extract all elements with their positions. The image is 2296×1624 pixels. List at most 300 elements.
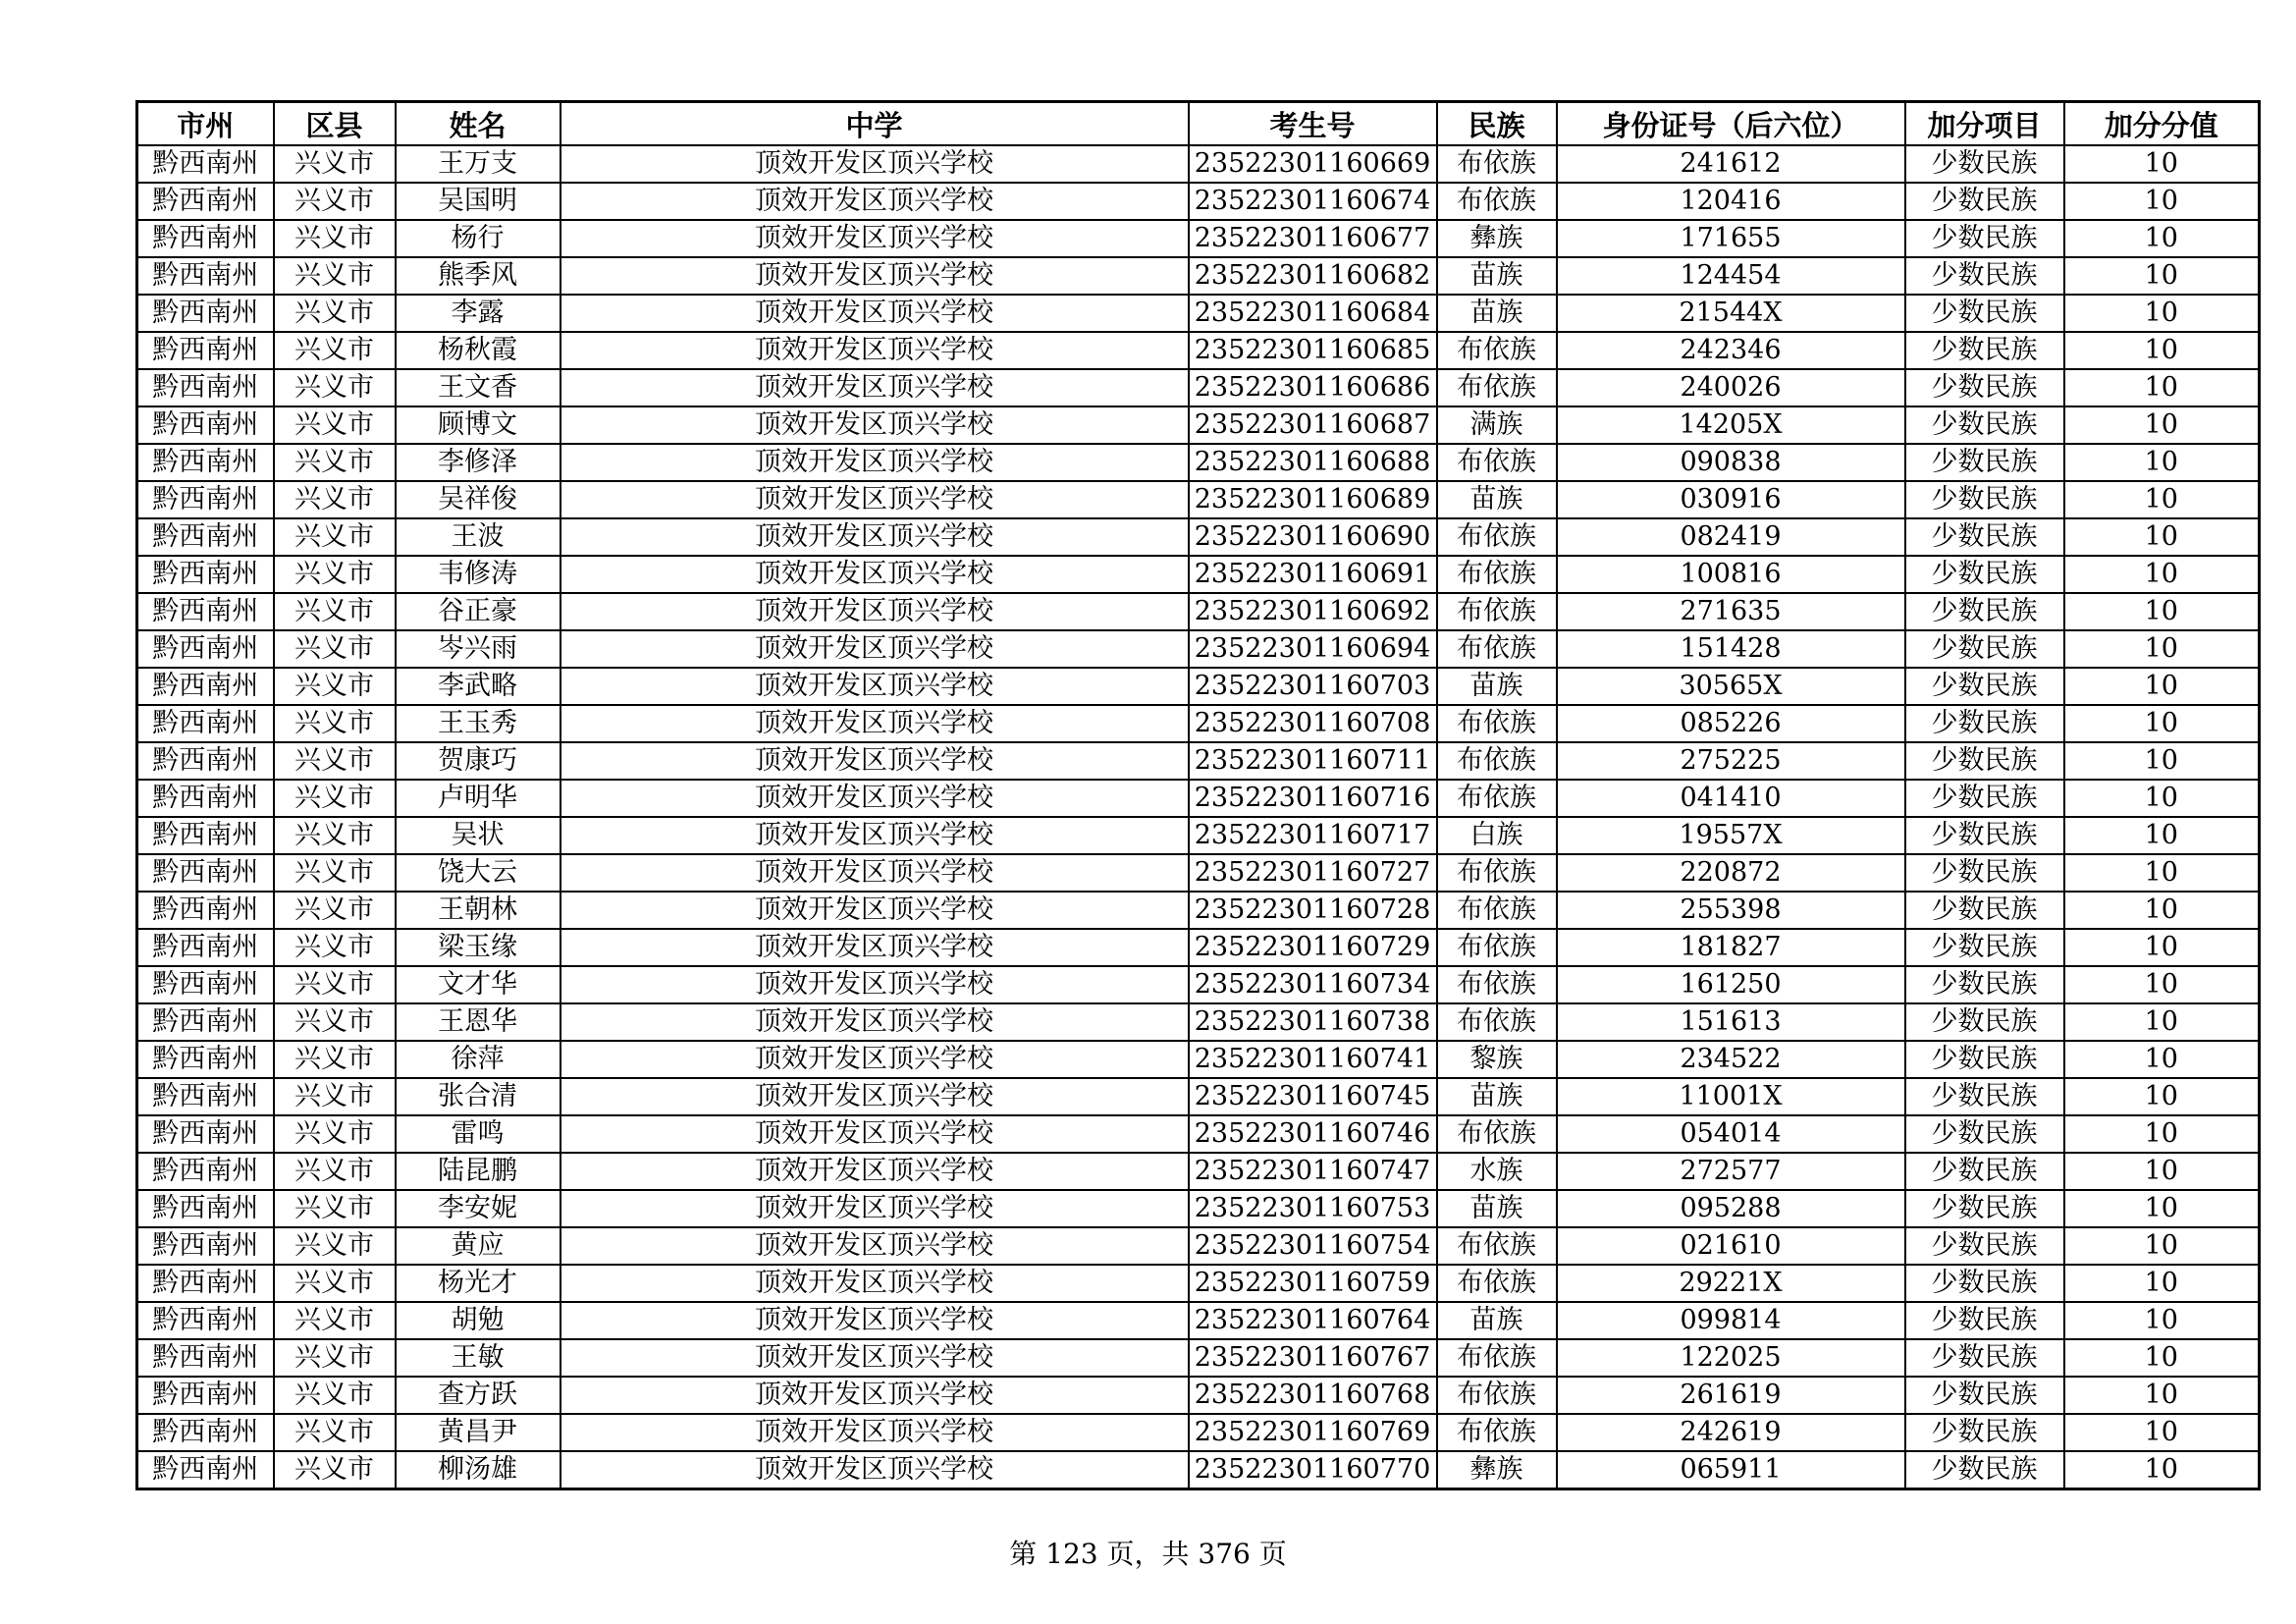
cell-ethnicity: 布依族 [1437,705,1557,742]
cell-school: 顶效开发区顶兴学校 [561,742,1189,780]
cell-id-last-six: 261619 [1557,1377,1905,1414]
cell-ethnicity: 布依族 [1437,593,1557,630]
cell-name: 梁玉缘 [396,929,561,966]
cell-name: 李安妮 [396,1190,561,1227]
header-row [137,102,2260,146]
cell-bonus-item: 少数民族 [1905,742,2064,780]
cell-bonus-item: 少数民族 [1905,593,2064,630]
cell-id-last-six: 054014 [1557,1115,1905,1153]
cell-city-prefecture: 黔西南州 [137,593,274,630]
cell-id-last-six: 242619 [1557,1414,1905,1451]
cell-city-prefecture: 黔西南州 [137,1227,274,1265]
cell-school: 顶效开发区顶兴学校 [561,892,1189,929]
cell-bonus-points: 10 [2064,1302,2260,1339]
cell-ethnicity: 布依族 [1437,1265,1557,1302]
cell-city-prefecture: 黔西南州 [137,929,274,966]
cell-ethnicity: 白族 [1437,817,1557,854]
cell-exam-number: 23522301160690 [1189,518,1437,556]
cell-city-prefecture: 黔西南州 [137,1377,274,1414]
cell-school: 顶效开发区顶兴学校 [561,145,1189,183]
cell-name: 王敏 [396,1339,561,1377]
cell-county: 兴义市 [274,1227,396,1265]
cell-id-last-six: 065911 [1557,1451,1905,1489]
cell-id-last-six: 242346 [1557,332,1905,369]
cell-id-last-six: 271635 [1557,593,1905,630]
table-row [137,593,2260,630]
table-row [137,556,2260,593]
cell-bonus-points: 10 [2064,742,2260,780]
roster-table [135,100,2261,1490]
cell-id-last-six: 124454 [1557,257,1905,295]
header-ethnicity: 民族 [1437,102,1557,146]
cell-school: 顶效开发区顶兴学校 [561,518,1189,556]
cell-county: 兴义市 [274,183,396,220]
cell-id-last-six: 220872 [1557,854,1905,892]
cell-name: 王朝林 [396,892,561,929]
cell-bonus-points: 10 [2064,1115,2260,1153]
cell-exam-number: 23522301160769 [1189,1414,1437,1451]
cell-name: 熊季风 [396,257,561,295]
cell-bonus-points: 10 [2064,518,2260,556]
cell-ethnicity: 苗族 [1437,1302,1557,1339]
cell-bonus-item: 少数民族 [1905,481,2064,518]
cell-city-prefecture: 黔西南州 [137,1153,274,1190]
header-exam-number: 考生号 [1189,102,1437,146]
cell-bonus-points: 10 [2064,1265,2260,1302]
cell-bonus-item: 少数民族 [1905,1078,2064,1115]
cell-bonus-item: 少数民族 [1905,1414,2064,1451]
cell-county: 兴义市 [274,1115,396,1153]
cell-bonus-points: 10 [2064,332,2260,369]
cell-exam-number: 23522301160745 [1189,1078,1437,1115]
cell-city-prefecture: 黔西南州 [137,1190,274,1227]
cell-county: 兴义市 [274,406,396,444]
cell-city-prefecture: 黔西南州 [137,145,274,183]
cell-id-last-six: 181827 [1557,929,1905,966]
cell-county: 兴义市 [274,668,396,705]
cell-bonus-item: 少数民族 [1905,1003,2064,1041]
cell-name: 文才华 [396,966,561,1003]
cell-name: 李修泽 [396,444,561,481]
cell-exam-number: 23522301160703 [1189,668,1437,705]
table-row [137,257,2260,295]
cell-name: 杨光才 [396,1265,561,1302]
cell-county: 兴义市 [274,295,396,332]
cell-name: 张合清 [396,1078,561,1115]
cell-school: 顶效开发区顶兴学校 [561,593,1189,630]
cell-exam-number: 23522301160692 [1189,593,1437,630]
cell-county: 兴义市 [274,1302,396,1339]
header-name: 姓名 [396,102,561,146]
cell-bonus-item: 少数民族 [1905,518,2064,556]
cell-name: 王万支 [396,145,561,183]
cell-id-last-six: 29221X [1557,1265,1905,1302]
cell-school: 顶效开发区顶兴学校 [561,295,1189,332]
cell-school: 顶效开发区顶兴学校 [561,780,1189,817]
cell-exam-number: 23522301160728 [1189,892,1437,929]
header-id-last-six: 身份证号（后六位） [1557,102,1905,146]
cell-bonus-points: 10 [2064,295,2260,332]
cell-bonus-item: 少数民族 [1905,1153,2064,1190]
cell-name: 杨秋霞 [396,332,561,369]
cell-name: 王玉秀 [396,705,561,742]
cell-exam-number: 23522301160686 [1189,369,1437,406]
cell-city-prefecture: 黔西南州 [137,780,274,817]
cell-bonus-points: 10 [2064,556,2260,593]
table-row [137,145,2260,183]
table-header [137,102,2260,146]
table-row [137,1339,2260,1377]
cell-exam-number: 23522301160682 [1189,257,1437,295]
cell-bonus-points: 10 [2064,183,2260,220]
cell-id-last-six: 021610 [1557,1227,1905,1265]
cell-ethnicity: 布依族 [1437,145,1557,183]
cell-name: 韦修涛 [396,556,561,593]
cell-exam-number: 23522301160753 [1189,1190,1437,1227]
cell-name: 谷正豪 [396,593,561,630]
cell-name: 王文香 [396,369,561,406]
cell-county: 兴义市 [274,929,396,966]
cell-county: 兴义市 [274,257,396,295]
cell-bonus-item: 少数民族 [1905,556,2064,593]
cell-school: 顶效开发区顶兴学校 [561,1377,1189,1414]
cell-ethnicity: 布依族 [1437,854,1557,892]
cell-bonus-points: 10 [2064,668,2260,705]
cell-ethnicity: 布依族 [1437,892,1557,929]
cell-ethnicity: 布依族 [1437,369,1557,406]
cell-ethnicity: 布依族 [1437,780,1557,817]
cell-county: 兴义市 [274,742,396,780]
cell-bonus-item: 少数民族 [1905,220,2064,257]
table-row [137,220,2260,257]
cell-city-prefecture: 黔西南州 [137,257,274,295]
cell-county: 兴义市 [274,593,396,630]
cell-bonus-points: 10 [2064,966,2260,1003]
cell-id-last-six: 100816 [1557,556,1905,593]
cell-city-prefecture: 黔西南州 [137,1115,274,1153]
cell-ethnicity: 苗族 [1437,257,1557,295]
cell-name: 岑兴雨 [396,630,561,668]
cell-school: 顶效开发区顶兴学校 [561,1451,1189,1489]
cell-bonus-points: 10 [2064,481,2260,518]
table-row [137,668,2260,705]
header-county: 区县 [274,102,396,146]
cell-bonus-points: 10 [2064,630,2260,668]
cell-name: 徐萍 [396,1041,561,1078]
cell-id-last-six: 161250 [1557,966,1905,1003]
cell-school: 顶效开发区顶兴学校 [561,257,1189,295]
cell-name: 饶大云 [396,854,561,892]
table-row [137,929,2260,966]
cell-bonus-points: 10 [2064,145,2260,183]
cell-exam-number: 23522301160747 [1189,1153,1437,1190]
cell-county: 兴义市 [274,518,396,556]
cell-name: 王波 [396,518,561,556]
cell-county: 兴义市 [274,705,396,742]
cell-city-prefecture: 黔西南州 [137,1302,274,1339]
header-city-prefecture: 市州 [137,102,274,146]
table-row [137,892,2260,929]
cell-id-last-six: 090838 [1557,444,1905,481]
cell-name: 王恩华 [396,1003,561,1041]
cell-name: 李武略 [396,668,561,705]
cell-bonus-item: 少数民族 [1905,929,2064,966]
cell-ethnicity: 布依族 [1437,1377,1557,1414]
cell-bonus-points: 10 [2064,929,2260,966]
cell-county: 兴义市 [274,1377,396,1414]
cell-exam-number: 23522301160734 [1189,966,1437,1003]
cell-school: 顶效开发区顶兴学校 [561,556,1189,593]
table-row [137,444,2260,481]
cell-name: 黄应 [396,1227,561,1265]
cell-ethnicity: 布依族 [1437,966,1557,1003]
header-school: 中学 [561,102,1189,146]
cell-county: 兴义市 [274,854,396,892]
cell-exam-number: 23522301160685 [1189,332,1437,369]
cell-bonus-points: 10 [2064,593,2260,630]
cell-county: 兴义市 [274,332,396,369]
cell-id-last-six: 122025 [1557,1339,1905,1377]
cell-bonus-item: 少数民族 [1905,183,2064,220]
cell-county: 兴义市 [274,220,396,257]
cell-bonus-points: 10 [2064,444,2260,481]
cell-ethnicity: 彝族 [1437,220,1557,257]
cell-ethnicity: 布依族 [1437,1115,1557,1153]
cell-school: 顶效开发区顶兴学校 [561,1041,1189,1078]
cell-ethnicity: 满族 [1437,406,1557,444]
cell-school: 顶效开发区顶兴学校 [561,929,1189,966]
cell-name: 贺康巧 [396,742,561,780]
table-row [137,817,2260,854]
cell-bonus-points: 10 [2064,817,2260,854]
cell-bonus-points: 10 [2064,406,2260,444]
cell-school: 顶效开发区顶兴学校 [561,854,1189,892]
cell-school: 顶效开发区顶兴学校 [561,668,1189,705]
cell-city-prefecture: 黔西南州 [137,1041,274,1078]
table-row [137,1078,2260,1115]
cell-bonus-points: 10 [2064,1078,2260,1115]
cell-exam-number: 23522301160691 [1189,556,1437,593]
cell-bonus-item: 少数民族 [1905,369,2064,406]
cell-school: 顶效开发区顶兴学校 [561,1265,1189,1302]
table-row [137,1414,2260,1451]
cell-name: 胡勉 [396,1302,561,1339]
cell-city-prefecture: 黔西南州 [137,1265,274,1302]
cell-school: 顶效开发区顶兴学校 [561,1078,1189,1115]
cell-school: 顶效开发区顶兴学校 [561,481,1189,518]
cell-county: 兴义市 [274,780,396,817]
cell-city-prefecture: 黔西南州 [137,1339,274,1377]
cell-exam-number: 23522301160741 [1189,1041,1437,1078]
cell-ethnicity: 苗族 [1437,481,1557,518]
cell-city-prefecture: 黔西南州 [137,369,274,406]
cell-school: 顶效开发区顶兴学校 [561,1190,1189,1227]
cell-school: 顶效开发区顶兴学校 [561,183,1189,220]
cell-bonus-points: 10 [2064,1377,2260,1414]
cell-school: 顶效开发区顶兴学校 [561,1003,1189,1041]
cell-county: 兴义市 [274,1451,396,1489]
cell-exam-number: 23522301160754 [1189,1227,1437,1265]
cell-city-prefecture: 黔西南州 [137,1078,274,1115]
cell-id-last-six: 275225 [1557,742,1905,780]
cell-id-last-six: 099814 [1557,1302,1905,1339]
cell-name: 陆昆鹏 [396,1153,561,1190]
cell-id-last-six: 085226 [1557,705,1905,742]
cell-bonus-item: 少数民族 [1905,406,2064,444]
cell-exam-number: 23522301160770 [1189,1451,1437,1489]
cell-bonus-item: 少数民族 [1905,145,2064,183]
cell-city-prefecture: 黔西南州 [137,406,274,444]
cell-bonus-points: 10 [2064,1451,2260,1489]
cell-city-prefecture: 黔西南州 [137,892,274,929]
cell-city-prefecture: 黔西南州 [137,1451,274,1489]
cell-school: 顶效开发区顶兴学校 [561,369,1189,406]
cell-id-last-six: 21544X [1557,295,1905,332]
table-row [137,705,2260,742]
cell-exam-number: 23522301160717 [1189,817,1437,854]
cell-ethnicity: 布依族 [1437,444,1557,481]
cell-bonus-points: 10 [2064,369,2260,406]
cell-county: 兴义市 [274,1153,396,1190]
table-row [137,966,2260,1003]
cell-id-last-six: 151428 [1557,630,1905,668]
cell-school: 顶效开发区顶兴学校 [561,1414,1189,1451]
cell-bonus-item: 少数民族 [1905,630,2064,668]
cell-id-last-six: 11001X [1557,1078,1905,1115]
cell-ethnicity: 布依族 [1437,518,1557,556]
cell-exam-number: 23522301160669 [1189,145,1437,183]
table-row [137,369,2260,406]
cell-city-prefecture: 黔西南州 [137,556,274,593]
cell-bonus-points: 10 [2064,780,2260,817]
cell-bonus-item: 少数民族 [1905,1302,2064,1339]
cell-bonus-points: 10 [2064,892,2260,929]
cell-city-prefecture: 黔西南州 [137,183,274,220]
cell-school: 顶效开发区顶兴学校 [561,406,1189,444]
cell-bonus-item: 少数民族 [1905,966,2064,1003]
table-row [137,295,2260,332]
cell-county: 兴义市 [274,817,396,854]
cell-bonus-points: 10 [2064,1190,2260,1227]
cell-ethnicity: 布依族 [1437,556,1557,593]
table-row [137,1265,2260,1302]
cell-exam-number: 23522301160716 [1189,780,1437,817]
table-row [137,1190,2260,1227]
cell-county: 兴义市 [274,1265,396,1302]
cell-city-prefecture: 黔西南州 [137,518,274,556]
cell-ethnicity: 黎族 [1437,1041,1557,1078]
cell-exam-number: 23522301160746 [1189,1115,1437,1153]
table-row [137,630,2260,668]
table-row [137,1227,2260,1265]
cell-school: 顶效开发区顶兴学校 [561,817,1189,854]
cell-bonus-item: 少数民族 [1905,257,2064,295]
cell-bonus-item: 少数民族 [1905,892,2064,929]
cell-county: 兴义市 [274,630,396,668]
cell-city-prefecture: 黔西南州 [137,481,274,518]
cell-id-last-six: 30565X [1557,668,1905,705]
cell-ethnicity: 布依族 [1437,630,1557,668]
header-bonus-item: 加分项目 [1905,102,2064,146]
cell-city-prefecture: 黔西南州 [137,966,274,1003]
cell-id-last-six: 030916 [1557,481,1905,518]
table-row [137,854,2260,892]
cell-county: 兴义市 [274,1003,396,1041]
cell-id-last-six: 082419 [1557,518,1905,556]
cell-ethnicity: 彝族 [1437,1451,1557,1489]
cell-bonus-points: 10 [2064,1003,2260,1041]
cell-bonus-item: 少数民族 [1905,1190,2064,1227]
cell-bonus-item: 少数民族 [1905,854,2064,892]
cell-name: 李露 [396,295,561,332]
cell-county: 兴义市 [274,556,396,593]
cell-exam-number: 23522301160738 [1189,1003,1437,1041]
cell-ethnicity: 布依族 [1437,1339,1557,1377]
cell-bonus-item: 少数民族 [1905,295,2064,332]
cell-bonus-points: 10 [2064,1227,2260,1265]
cell-ethnicity: 苗族 [1437,668,1557,705]
cell-school: 顶效开发区顶兴学校 [561,966,1189,1003]
cell-city-prefecture: 黔西南州 [137,220,274,257]
cell-county: 兴义市 [274,444,396,481]
table-row [137,183,2260,220]
cell-id-last-six: 255398 [1557,892,1905,929]
cell-name: 吴国明 [396,183,561,220]
cell-exam-number: 23522301160764 [1189,1302,1437,1339]
cell-school: 顶效开发区顶兴学校 [561,1339,1189,1377]
cell-exam-number: 23522301160759 [1189,1265,1437,1302]
cell-bonus-points: 10 [2064,1414,2260,1451]
cell-id-last-six: 041410 [1557,780,1905,817]
cell-ethnicity: 布依族 [1437,332,1557,369]
cell-name: 查方跃 [396,1377,561,1414]
cell-exam-number: 23522301160688 [1189,444,1437,481]
page-footer: 第 123 页，共 376 页 [1009,1538,1287,1570]
cell-id-last-six: 272577 [1557,1153,1905,1190]
cell-county: 兴义市 [274,145,396,183]
cell-city-prefecture: 黔西南州 [137,332,274,369]
cell-school: 顶效开发区顶兴学校 [561,444,1189,481]
cell-id-last-six: 19557X [1557,817,1905,854]
cell-exam-number: 23522301160767 [1189,1339,1437,1377]
cell-bonus-points: 10 [2064,705,2260,742]
cell-city-prefecture: 黔西南州 [137,1414,274,1451]
cell-school: 顶效开发区顶兴学校 [561,220,1189,257]
cell-bonus-points: 10 [2064,854,2260,892]
table-row [137,1451,2260,1489]
cell-exam-number: 23522301160677 [1189,220,1437,257]
cell-ethnicity: 布依族 [1437,742,1557,780]
cell-city-prefecture: 黔西南州 [137,817,274,854]
cell-city-prefecture: 黔西南州 [137,705,274,742]
table-row [137,1302,2260,1339]
cell-ethnicity: 苗族 [1437,295,1557,332]
cell-id-last-six: 095288 [1557,1190,1905,1227]
cell-bonus-item: 少数民族 [1905,1227,2064,1265]
cell-id-last-six: 120416 [1557,183,1905,220]
header-bonus-points: 加分分值 [2064,102,2260,146]
cell-ethnicity: 布依族 [1437,183,1557,220]
cell-county: 兴义市 [274,1041,396,1078]
table-row [137,1153,2260,1190]
cell-school: 顶效开发区顶兴学校 [561,1115,1189,1153]
cell-name: 顾博文 [396,406,561,444]
cell-exam-number: 23522301160727 [1189,854,1437,892]
cell-name: 吴状 [396,817,561,854]
cell-bonus-points: 10 [2064,1041,2260,1078]
cell-county: 兴义市 [274,892,396,929]
cell-bonus-item: 少数民族 [1905,1339,2064,1377]
